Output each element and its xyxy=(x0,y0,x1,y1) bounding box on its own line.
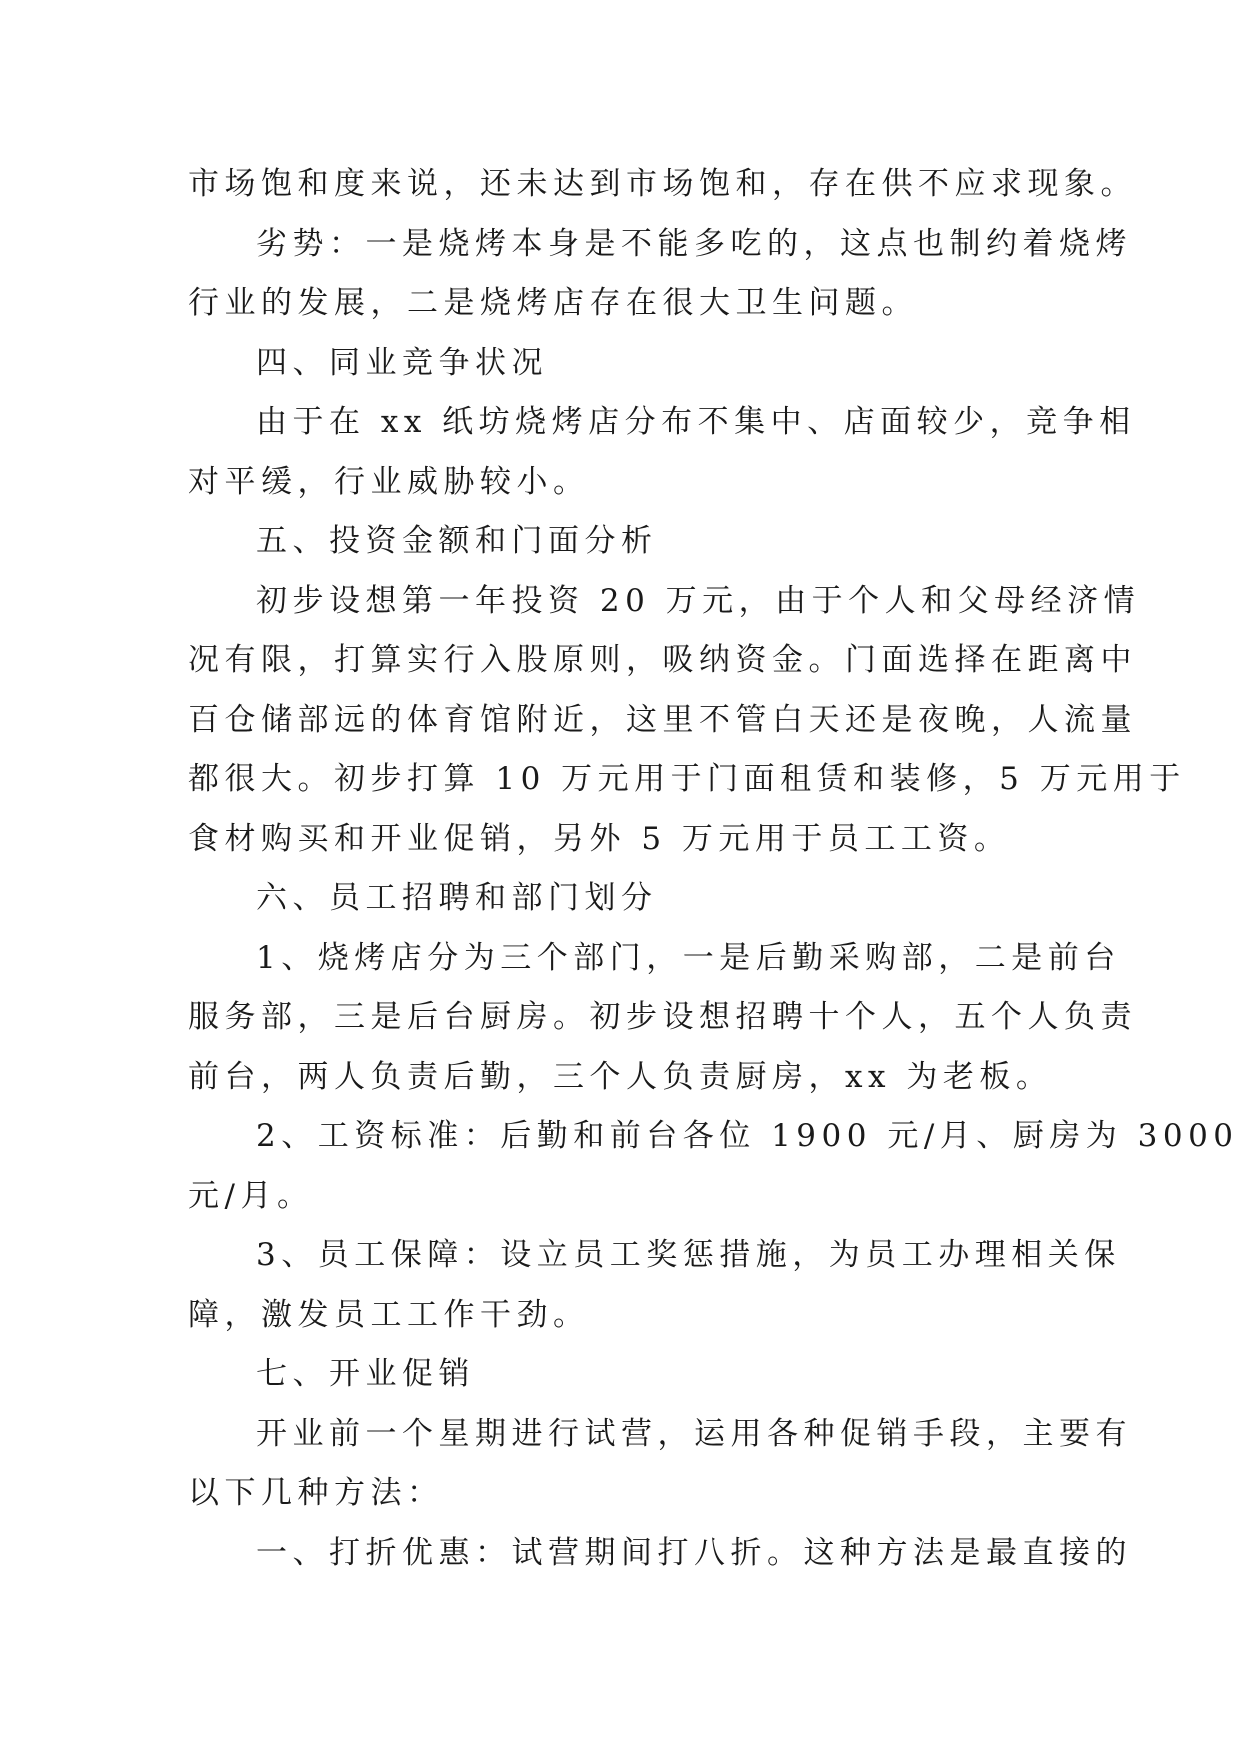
text-line: 前台，两人负责后勤，三个人负责厨房，xx 为老板。 xyxy=(188,1058,1053,1095)
text-line: 况有限，打算实行入股原则，吸纳资金。门面选择在距离中 xyxy=(188,642,1137,678)
text-line: 以下几种方法： xyxy=(188,1475,444,1511)
text-line: 对平缓，行业威胁较小。 xyxy=(188,463,590,500)
paragraph-disadvantages: 劣势：一是烧烤本身是不能多吃的，这点也制约着烧烤 xyxy=(256,225,1132,262)
text-line: 障，激发员工工作干劲。 xyxy=(188,1296,590,1333)
section-heading-investment: 五、投资金额和门面分析 xyxy=(256,523,658,559)
paragraph-discount: 一、打折优惠：试营期间打八折。这种方法是最直接的 xyxy=(256,1534,1132,1571)
section-heading-competition: 四、同业竞争状况 xyxy=(256,344,548,381)
section-heading-staffing: 六、员工招聘和部门划分 xyxy=(256,880,658,916)
paragraph-promotion: 开业前一个星期进行试营，运用各种促销手段，主要有 xyxy=(256,1415,1132,1452)
paragraph-departments: 1、烧烤店分为三个部门，一是后勤采购部，二是前台 xyxy=(256,939,1121,976)
paragraph-wages: 2、工资标准：后勤和前台各位 1900 元/月、厨房为 3000 xyxy=(256,1118,1239,1154)
text-line: 市场饱和度来说，还未达到市场饱和，存在供不应求现象。 xyxy=(188,166,1137,202)
text-line: 都很大。初步打算 10 万元用于门面租赁和装修，5 万元用于 xyxy=(188,761,1186,797)
text-line: 百仓储部远的体育馆附近，这里不管白天还是夜晚，人流量 xyxy=(188,701,1137,738)
text-line: 行业的发展，二是烧烤店存在很大卫生问题。 xyxy=(188,285,918,321)
text-line: 元/月。 xyxy=(188,1177,314,1214)
document-page xyxy=(188,155,1239,1583)
paragraph-investment: 初步设想第一年投资 20 万元，由于个人和父母经济情 xyxy=(256,582,1141,619)
paragraph-staff-protection: 3、员工保障：设立员工奖惩措施，为员工办理相关保 xyxy=(256,1237,1121,1273)
section-heading-promotion: 七、开业促销 xyxy=(256,1356,475,1392)
paragraph-competition: 由于在 xx 纸坊烧烤店分布不集中、店面较少，竞争相 xyxy=(256,404,1136,440)
text-line: 服务部，三是后台厨房。初步设想招聘十个人，五个人负责 xyxy=(188,999,1137,1035)
text-line: 食材购买和开业促销，另外 5 万元用于员工工资。 xyxy=(188,820,1011,857)
